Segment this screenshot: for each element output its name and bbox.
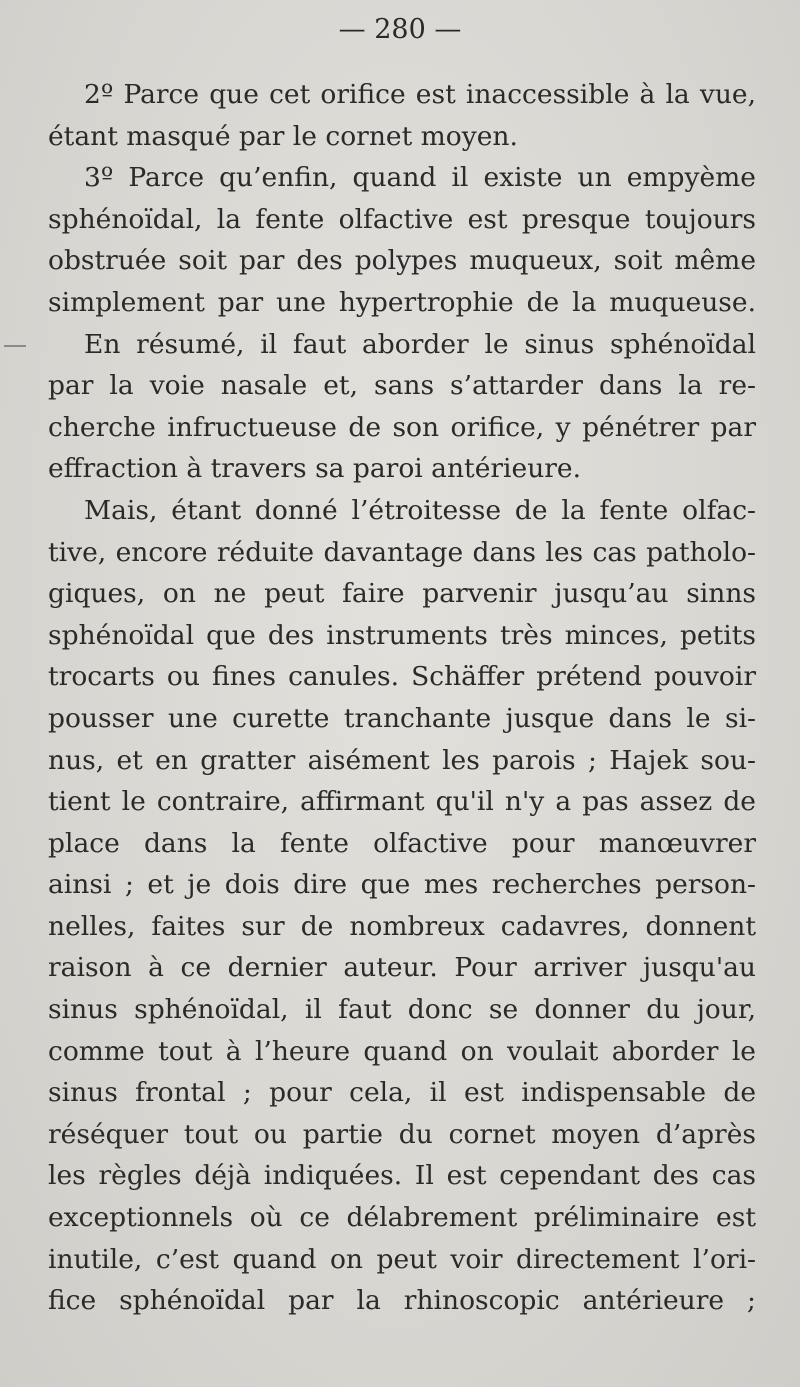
text-line: nelles, faites sur de nombreux cadavres, donnent bbox=[48, 910, 756, 942]
text-line: sphénoïdal que des instruments très minces, petits bbox=[48, 619, 756, 651]
text-line: inutile, c’est quand on peut voir directement l’ori- bbox=[48, 1243, 756, 1275]
text-line: effraction à travers sa paroi antérieure. bbox=[48, 453, 582, 485]
text-line: sphénoïdal, la fente olfactive est presque toujours bbox=[48, 203, 756, 235]
text-line: tive, encore réduite davantage dans les cas patholo- bbox=[48, 536, 756, 568]
text-line: trocarts ou fines canules. Schäffer prétend pouvoir bbox=[48, 661, 756, 693]
text-line: Mais, étant donné l’étroitesse de la fente olfac- bbox=[84, 494, 756, 526]
paragraph-1 bbox=[48, 74, 756, 157]
text-line: obstruée soit par des polypes muqueux, soit même bbox=[48, 245, 756, 277]
paragraph-3 bbox=[48, 324, 756, 490]
text-line: simplement par une hypertrophie de la muqueuse. bbox=[48, 286, 756, 318]
paragraph-2 bbox=[48, 157, 756, 323]
page-number: — 280 — bbox=[338, 14, 462, 45]
text-line: cherche infructueuse de son orifice, y pénétrer par bbox=[48, 411, 756, 443]
text-line: ainsi ; et je dois dire que mes recherches person- bbox=[48, 869, 756, 901]
text-line: sinus sphénoïdal, il faut donc se donner du jour, bbox=[48, 994, 756, 1026]
text-line: 2º Parce que cet orifice est inaccessible à la vue, bbox=[84, 79, 756, 110]
text-line: 3º Parce qu’enfin, quand il existe un empyème bbox=[84, 162, 756, 194]
text-line: par la voie nasale et, sans s’attarder dans la re- bbox=[48, 370, 756, 402]
text-line: pousser une curette tranchante jusque dans le si- bbox=[48, 702, 756, 734]
text-column bbox=[48, 74, 756, 1322]
paragraph-4 bbox=[48, 490, 756, 1322]
text-line: réséquer tout ou partie du cornet moyen d’après bbox=[48, 1118, 756, 1150]
text-line: En résumé, il faut aborder le sinus sphénoïdal bbox=[84, 328, 756, 360]
text-line: sinus frontal ; pour cela, il est indispensable de bbox=[48, 1077, 756, 1109]
text-line: exceptionnels où ce délabrement préliminaire est bbox=[48, 1202, 756, 1234]
text-line: tient le contraire, affirmant qu'il n'y a pas assez de bbox=[48, 786, 756, 818]
text-line: comme tout à l’heure quand on voulait aborder le bbox=[48, 1035, 756, 1067]
text-line: les règles déjà indiquées. Il est cependant des cas bbox=[48, 1160, 756, 1192]
text-line: raison à ce dernier auteur. Pour arriver jusqu'au bbox=[48, 952, 756, 984]
text-line: étant masqué par le cornet moyen. bbox=[48, 120, 518, 152]
text-line: nus, et en gratter aisément les parois ; Hajek sou- bbox=[48, 744, 756, 776]
margin-mark bbox=[4, 345, 26, 347]
text-line: place dans la fente olfactive pour manœuvrer bbox=[48, 827, 756, 859]
text-line: giques, on ne peut faire parvenir jusqu’au sinns bbox=[48, 578, 756, 610]
text-line: fice sphénoïdal par la rhinoscopic antérieure ; bbox=[48, 1285, 756, 1317]
